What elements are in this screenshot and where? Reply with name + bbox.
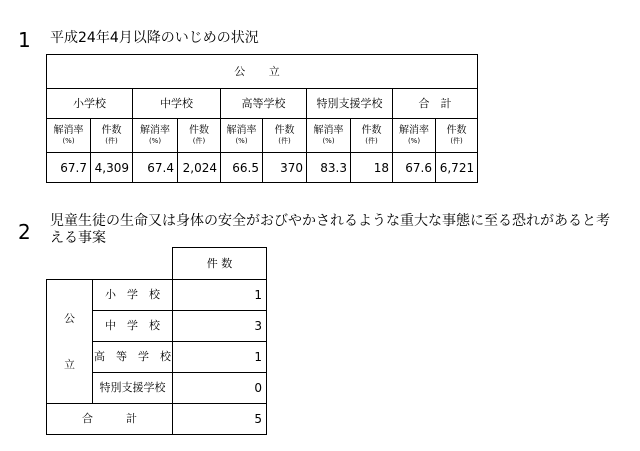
subheader-rate: 解消率 (%) <box>133 119 178 153</box>
count-cell: 6,721 <box>436 153 478 183</box>
table-header-public: 公 立 <box>47 55 478 89</box>
school-type-label: 中 学 校 <box>93 311 173 342</box>
count-cell: 0 <box>173 373 267 404</box>
rate-cell: 67.7 <box>47 153 91 183</box>
count-cell: 3 <box>173 311 267 342</box>
subheader-rate: 解消率 (%) <box>221 119 263 153</box>
group-header: 小学校 <box>47 89 133 119</box>
count-cell: 18 <box>351 153 393 183</box>
blank-corner <box>47 248 173 280</box>
section2-title-line2: える事案 <box>50 230 106 246</box>
section2-title <box>50 213 640 247</box>
subheader-rate: 解消率 (%) <box>307 119 351 153</box>
group-header: 中学校 <box>133 89 221 119</box>
rate-cell: 67.6 <box>393 153 436 183</box>
table-row <box>47 153 478 183</box>
total-count: 5 <box>173 404 267 435</box>
rate-cell: 67.4 <box>133 153 178 183</box>
subheader-count: 件数 (件) <box>178 119 221 153</box>
group-header: 特別支援学校 <box>307 89 393 119</box>
section1-title: 平成24年4月以降のいじめの状況 <box>50 30 259 46</box>
count-cell: 2,024 <box>178 153 221 183</box>
school-type-label: 高 等 学 校 <box>93 342 173 373</box>
rate-cell: 83.3 <box>307 153 351 183</box>
public-label: 公 立 <box>47 280 93 404</box>
subheader-count: 件数 (件) <box>351 119 393 153</box>
subheader-count: 件数 (件) <box>436 119 478 153</box>
count-cell: 1 <box>173 280 267 311</box>
subheader-rate: 解消率 (%) <box>47 119 91 153</box>
school-type-label: 小 学 校 <box>93 280 173 311</box>
count-cell: 370 <box>263 153 307 183</box>
subheader-rate: 解消率 (%) <box>393 119 436 153</box>
count-cell: 1 <box>173 342 267 373</box>
group-header: 合 計 <box>393 89 478 119</box>
group-header: 高等学校 <box>221 89 307 119</box>
total-row <box>47 404 267 435</box>
bullying-status-table <box>46 54 478 183</box>
serious-cases-table <box>46 247 267 435</box>
count-cell: 4,309 <box>91 153 133 183</box>
count-header: 件 数 <box>173 248 267 280</box>
table-row <box>47 280 267 311</box>
subheader-count: 件数 (件) <box>263 119 307 153</box>
section2-title-line1: 児童生徒の生命又は身体の安全がおびやかされるような重大な事態に至る恐れがあると考 <box>50 213 610 229</box>
section1-number: 1 <box>18 28 31 52</box>
rate-cell: 66.5 <box>221 153 263 183</box>
total-label: 合 計 <box>47 404 173 435</box>
subheader-count: 件数 (件) <box>91 119 133 153</box>
section2-number: 2 <box>18 220 31 244</box>
school-type-label: 特別支援学校 <box>93 373 173 404</box>
